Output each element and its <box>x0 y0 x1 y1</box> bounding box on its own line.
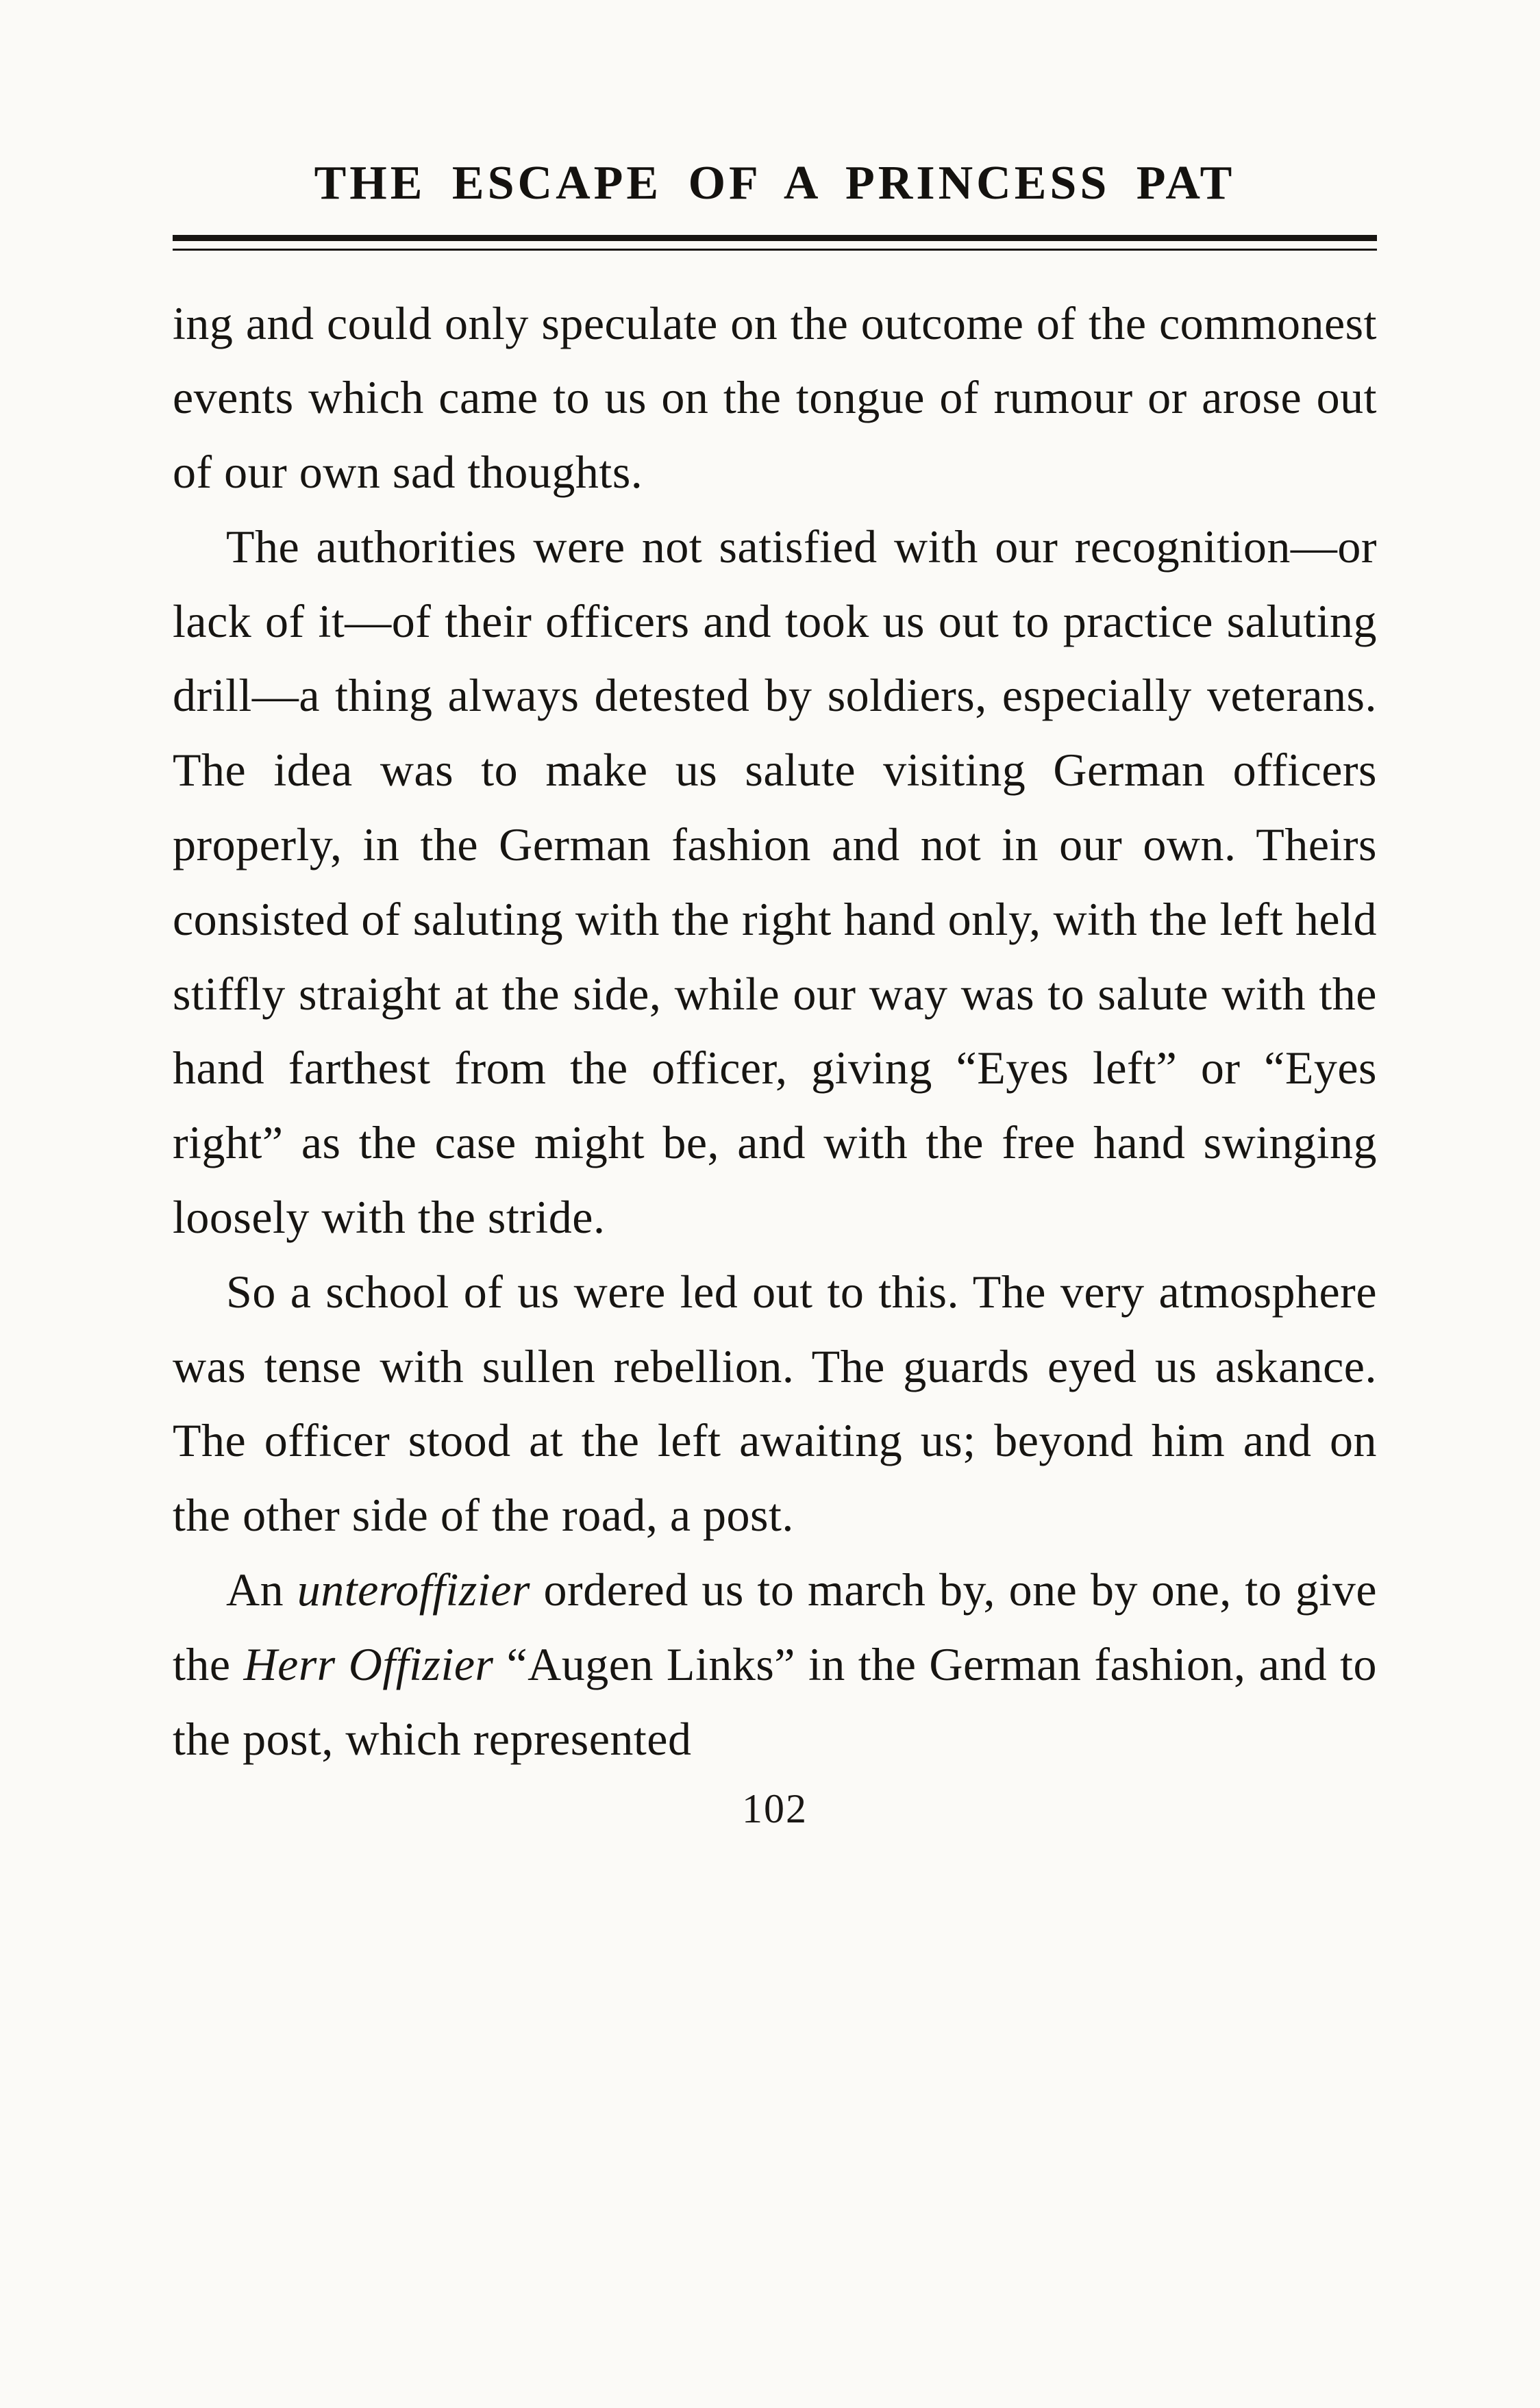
text-run: ing and could only speculate on the outcome of the commonest events which came to us on the tongue of rumour or arose out of our own sad thoughts. <box>173 297 1377 499</box>
paragraph <box>173 510 1377 1255</box>
text-run: ordered us to march by, one by one, to give the <box>173 1564 1377 1690</box>
paragraph <box>173 286 1377 510</box>
paragraph <box>173 1255 1377 1553</box>
text-block <box>173 286 1377 1777</box>
page-number: 102 <box>742 1786 808 1832</box>
text-run: The authorities were not satisfied with our recognition—or lack of it—of their officers and took us out to practice saluting drill—a thing always detested by soldiers, especially veterans. The idea was to make us salute visiting German officers properly, in the German fashion and not in our own. Theirs consisted of saluting with the right hand only, with the left held stiffly straight at the side, while our way was to salute with the hand farthest from the officer, giving “Eyes left” or “Eyes right” as the case might be, and with the free hand swinging loosely with the stride. <box>173 520 1377 1244</box>
text-run: An <box>226 1564 297 1616</box>
italic-text-run: unteroffizier <box>297 1564 530 1616</box>
italic-text-run: Herr Offizier <box>243 1638 494 1690</box>
text-run: “Augen Links” in the German fashion, and to the post, which represented <box>173 1638 1378 1765</box>
title-rule <box>173 235 1377 251</box>
text-run: So a school of us were led out to this. The very atmosphere was tense with sullen rebellion. The guards eyed us askance. The officer stood at the left awaiting us; beyond him and on the other side of the road, a post. <box>173 1265 1377 1542</box>
paragraph <box>173 1553 1377 1776</box>
page-title: THE ESCAPE OF A PRINCESS PAT <box>314 157 1236 210</box>
